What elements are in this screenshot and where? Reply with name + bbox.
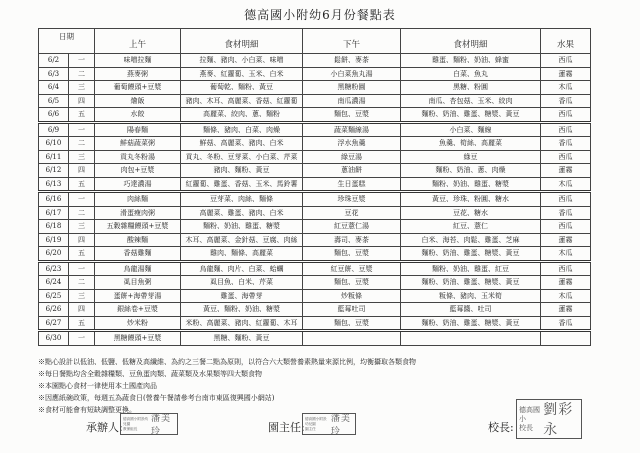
weekday-cell: 五 <box>69 177 95 192</box>
afternoon-snack-cell: 南瓜濃湯 <box>303 94 401 108</box>
date-cell: 6/6 <box>39 108 69 123</box>
morning-snack-cell: 燴飯 <box>95 94 181 108</box>
afternoon-snack-cell: 生日蛋糕 <box>303 177 401 192</box>
weekday-cell: 一 <box>69 261 95 276</box>
afternoon-ingredients-cell: 黃豆、珍珠、粉圓、糖水 <box>401 192 541 207</box>
morning-ingredients-cell: 木耳、高麗菜、金針菇、豆腐、肉絲 <box>181 233 303 247</box>
menu-row <box>39 261 591 276</box>
morning-snack-cell: 虱目魚粥 <box>95 276 181 290</box>
footnote-line: ※點心設計以低油、低鹽、低糖及高纖維、為約之三餐二點為原則，以符合六大類營養素熱量來源比例，均衡攝取各類食物 <box>38 358 416 366</box>
date-cell: 6/11 <box>39 150 69 164</box>
date-cell: 6/20 <box>39 247 69 262</box>
director-stamp <box>302 413 356 435</box>
afternoon-ingredients-cell: 白米、海苔、肉鬆、雞蛋、芝麻 <box>401 233 541 247</box>
morning-snack-cell: 鮮菇蔬菜粥 <box>95 137 181 151</box>
stamp-name: 潘美玲 <box>330 414 351 437</box>
date-cell: 6/19 <box>39 233 69 247</box>
weekday-cell: 五 <box>69 108 95 123</box>
fruit-cell: 西瓜 <box>541 108 591 123</box>
stamp-name: 劉彩永 <box>543 402 574 438</box>
morning-snack-cell: 滑蛋瘦肉粥 <box>95 206 181 220</box>
morning-ingredients-cell: 豆芽菜、肉絲、麵條 <box>181 192 303 207</box>
afternoon-snack-cell: 浮水魚羹 <box>303 137 401 151</box>
morning-snack-cell: 銀絲卷+豆漿 <box>95 303 181 317</box>
morning-snack-cell: 黑糖饅頭+豆漿 <box>95 331 181 346</box>
afternoon-snack-cell: 麵包、豆漿 <box>303 247 401 262</box>
morning-ingredients-cell: 豬肉、麵粉、黃豆 <box>181 164 303 178</box>
morning-snack-cell: 水餃 <box>95 108 181 123</box>
morning-snack-cell: 葡萄饅頭+豆漿 <box>95 81 181 95</box>
afternoon-ingredients-cell: 麵粉、奶油、雞蛋、紅豆 <box>401 261 541 276</box>
principal-label: 校長: <box>488 421 514 434</box>
weekday-cell: 一 <box>69 331 95 346</box>
footnote-line: ※因應紙碗政策，每週五為蔬食日(營養午餐請參考台南市東區復興國小網站) <box>38 394 275 402</box>
menu-row <box>39 316 591 331</box>
afternoon-ingredients-cell: 麵粉、奶油、雞蛋、糖漿、黃豆 <box>401 316 541 331</box>
weekday-cell: 四 <box>69 164 95 178</box>
date-cell: 6/2 <box>39 54 69 68</box>
afternoon-snack-cell: 藍莓吐司 <box>303 303 401 317</box>
afternoon-ingredients-cell: 麵粉、奶油、雞蛋、糖漿、黃豆 <box>401 276 541 290</box>
stamp-role: 教保組長 <box>123 426 138 431</box>
menu-row <box>39 331 591 346</box>
header-morning-ingredients: 食材明細 <box>181 29 303 54</box>
header-date: 日期 <box>39 29 95 54</box>
menu-row <box>39 206 591 220</box>
fruit-cell: 香瓜 <box>541 206 591 220</box>
weekday-cell: 三 <box>69 81 95 95</box>
afternoon-ingredients-cell: 豆花、糖水 <box>401 206 541 220</box>
date-cell: 6/16 <box>39 192 69 207</box>
morning-snack-cell: 酸辣麵 <box>95 233 181 247</box>
afternoon-ingredients-cell: 麵粉、奶油、蔥、肉燥 <box>401 164 541 178</box>
morning-snack-cell: 貢丸冬粉湯 <box>95 150 181 164</box>
weekday-cell: 二 <box>69 276 95 290</box>
morning-ingredients-cell: 黃豆、麵粉、奶油、糖漿 <box>181 303 303 317</box>
menu-row <box>39 247 591 262</box>
menu-row <box>39 289 591 303</box>
date-cell: 6/10 <box>39 137 69 151</box>
morning-snack-cell: 肉絲麵 <box>95 192 181 207</box>
afternoon-ingredients-cell: 雞蛋、麵粉、奶油、蜂蜜 <box>401 54 541 68</box>
morning-ingredients-cell: 米粉、高麗菜、豬肉、紅蘿蔔、木耳 <box>181 316 303 331</box>
date-cell: 6/27 <box>39 316 69 331</box>
fruit-cell: 西瓜 <box>541 261 591 276</box>
afternoon-snack-cell: 蔬菜麵線湯 <box>303 122 401 137</box>
stamp-name: 潘美玲 <box>150 414 171 437</box>
weekday-cell: 四 <box>69 233 95 247</box>
fruit-cell: 木瓜 <box>541 177 591 192</box>
morning-snack-cell: 巧達濃湯 <box>95 177 181 192</box>
menu-row <box>39 192 591 207</box>
fruit-cell: 木瓜 <box>541 247 591 262</box>
handler-label: 承辦人: <box>86 421 123 434</box>
date-cell: 6/4 <box>39 81 69 95</box>
menu-row <box>39 81 591 95</box>
weekday-cell: 二 <box>69 137 95 151</box>
menu-row <box>39 137 591 151</box>
fruit-cell: 木瓜 <box>541 81 591 95</box>
stamp-org: 德高國小附設幼兒園 <box>305 416 327 426</box>
afternoon-ingredients-cell: 小白菜、麵線 <box>401 122 541 137</box>
afternoon-snack-cell: 麵包、豆漿 <box>303 316 401 331</box>
date-cell: 6/3 <box>39 67 69 81</box>
date-cell: 6/24 <box>39 276 69 290</box>
weekday-cell: 三 <box>69 289 95 303</box>
menu-row <box>39 276 591 290</box>
afternoon-ingredients-cell: 紅豆、薏仁 <box>401 220 541 234</box>
morning-snack-cell: 燕麥粥 <box>95 67 181 81</box>
weekday-cell: 一 <box>69 122 95 137</box>
date-cell: 6/5 <box>39 94 69 108</box>
afternoon-snack-cell: 蔥油餅 <box>303 164 401 178</box>
header-fruit: 水果 <box>541 29 591 54</box>
menu-table <box>38 28 591 346</box>
afternoon-ingredients-cell: 南瓜、杏包菇、玉米、絞肉 <box>401 94 541 108</box>
menu-table-header <box>39 29 591 54</box>
menu-row <box>39 233 591 247</box>
menu-table-body <box>39 54 591 346</box>
principal-stamp <box>516 399 582 439</box>
afternoon-snack-cell: 珍珠豆漿 <box>303 192 401 207</box>
stamp-org: 德高國小 <box>519 405 540 423</box>
menu-row <box>39 303 591 317</box>
morning-ingredients-cell: 燕麥、紅蘿蔔、玉米、白米 <box>181 67 303 81</box>
date-cell: 6/23 <box>39 261 69 276</box>
weekday-cell: 五 <box>69 316 95 331</box>
morning-ingredients-cell: 烏龍麵、肉片、白菜、蛤蠣 <box>181 261 303 276</box>
morning-ingredients-cell: 麵粉、奶油、雞蛋、糖漿 <box>181 220 303 234</box>
morning-ingredients-cell: 黑糖、麵粉、黃豆 <box>181 331 303 346</box>
weekday-cell: 二 <box>69 67 95 81</box>
morning-snack-cell: 五穀雜糧饅頭+豆漿 <box>95 220 181 234</box>
afternoon-snack-cell: 麵包、豆漿 <box>303 276 401 290</box>
afternoon-snack-cell: 黑糖粉圓 <box>303 81 401 95</box>
menu-row <box>39 177 591 192</box>
footnote-line: ※食材可能會有短缺調整更換。 <box>38 406 136 414</box>
fruit-cell: 香瓜 <box>541 316 591 331</box>
date-cell: 6/9 <box>39 122 69 137</box>
afternoon-snack-cell: 壽司、麥茶 <box>303 233 401 247</box>
date-cell: 6/30 <box>39 331 69 346</box>
morning-ingredients-cell: 高麗菜、雞蛋、豬肉、白米 <box>181 206 303 220</box>
afternoon-snack-cell: 鬆餅、麥茶 <box>303 54 401 68</box>
director-label: 園主任: <box>268 421 305 434</box>
fruit-cell: 西瓜 <box>541 150 591 164</box>
weekday-cell: 五 <box>69 247 95 262</box>
afternoon-snack-cell: 紅豆餅、豆漿 <box>303 261 401 276</box>
morning-ingredients-cell: 虱目魚、白米、芹菜 <box>181 276 303 290</box>
menu-row <box>39 150 591 164</box>
weekday-cell: 四 <box>69 303 95 317</box>
afternoon-ingredients-cell: 麵粉、奶油、雞蛋、糖漿、黃豆 <box>401 247 541 262</box>
menu-row <box>39 94 591 108</box>
weekday-cell: 一 <box>69 54 95 68</box>
handler-stamp <box>120 413 178 435</box>
morning-snack-cell: 肉包+豆漿 <box>95 164 181 178</box>
fruit-cell <box>541 331 591 346</box>
afternoon-ingredients-cell: 麵粉、奶油、雞蛋、糖漿、黃豆 <box>401 108 541 123</box>
stamp-role: 校長 <box>519 423 533 432</box>
morning-snack-cell: 香菇雞麵 <box>95 247 181 262</box>
morning-snack-cell: 陽春麵 <box>95 122 181 137</box>
afternoon-ingredients-cell <box>401 331 541 346</box>
afternoon-ingredients-cell: 魚羹、筍絲、高麗菜 <box>401 137 541 151</box>
fruit-cell: 西瓜 <box>541 54 591 68</box>
morning-snack-cell: 蛋餅+海帶芽湯 <box>95 289 181 303</box>
fruit-cell: 蓮霧 <box>541 233 591 247</box>
afternoon-ingredients-cell: 粄條、豬肉、玉米筍 <box>401 289 541 303</box>
weekday-cell: 三 <box>69 220 95 234</box>
morning-ingredients-cell: 葡萄乾、麵粉、黃豆 <box>181 81 303 95</box>
afternoon-snack-cell: 麵包、豆漿 <box>303 108 401 123</box>
document-title: 德高國小附幼6月份餐點表 <box>244 8 396 22</box>
morning-snack-cell: 味噌拉麵 <box>95 54 181 68</box>
menu-row <box>39 220 591 234</box>
fruit-cell: 香瓜 <box>541 94 591 108</box>
fruit-cell: 西瓜 <box>541 192 591 207</box>
header-afternoon-snack: 下午 <box>303 29 401 54</box>
fruit-cell: 西瓜 <box>541 220 591 234</box>
stamp-org: 德高國小附設幼兒園 <box>123 416 149 426</box>
morning-ingredients-cell: 鮮菇、高麗菜、豬肉、白米 <box>181 137 303 151</box>
menu-row <box>39 67 591 81</box>
menu-row <box>39 164 591 178</box>
afternoon-ingredients-cell: 白菜、魚丸 <box>401 67 541 81</box>
morning-snack-cell: 炒米粉 <box>95 316 181 331</box>
menu-row <box>39 108 591 123</box>
header-morning-snack: 上午 <box>95 29 181 54</box>
morning-ingredients-cell: 拉麵、豬肉、小白菜、味噌 <box>181 54 303 68</box>
morning-ingredients-cell: 雞蛋、海帶芽 <box>181 289 303 303</box>
date-cell: 6/12 <box>39 164 69 178</box>
footnote-line: ※每日餐點均含全穀雜糧類、豆魚蛋肉類、蔬菜類及水果類等四大類食物 <box>38 370 262 378</box>
date-cell: 6/13 <box>39 177 69 192</box>
morning-snack-cell: 烏龍湯麵 <box>95 261 181 276</box>
afternoon-ingredients-cell: 藍莓醬、吐司 <box>401 303 541 317</box>
date-cell: 6/17 <box>39 206 69 220</box>
weekday-cell: 三 <box>69 150 95 164</box>
fruit-cell: 蓮霧 <box>541 164 591 178</box>
menu-row <box>39 122 591 137</box>
weekday-cell: 四 <box>69 94 95 108</box>
footnote-line: ※本園點心食材一律使用本土國產肉品 <box>38 382 157 390</box>
date-cell: 6/26 <box>39 303 69 317</box>
header-row <box>39 29 591 54</box>
morning-ingredients-cell: 麵條、豬肉、白菜、肉燥 <box>181 122 303 137</box>
footnotes <box>38 356 508 416</box>
afternoon-snack-cell <box>303 331 401 346</box>
morning-ingredients-cell: 雞肉、麵條、高麗菜 <box>181 247 303 262</box>
header-afternoon-ingredients: 食材明細 <box>401 29 541 54</box>
fruit-cell: 蓮霧 <box>541 67 591 81</box>
afternoon-snack-cell: 紅豆薏仁湯 <box>303 220 401 234</box>
morning-ingredients-cell: 貢丸、冬粉、豆芽菜、小白菜、芹菜 <box>181 150 303 164</box>
fruit-cell: 蓮霧 <box>541 276 591 290</box>
morning-ingredients-cell: 紅蘿蔔、雞蛋、香菇、玉米、馬鈴薯 <box>181 177 303 192</box>
afternoon-snack-cell: 綠豆湯 <box>303 150 401 164</box>
date-cell: 6/18 <box>39 220 69 234</box>
afternoon-ingredients-cell: 綠豆 <box>401 150 541 164</box>
fruit-cell: 蓮霧 <box>541 303 591 317</box>
fruit-cell: 西瓜 <box>541 122 591 137</box>
stamp-role: 園主任 <box>305 426 316 431</box>
afternoon-ingredients-cell: 麵粉、奶油、雞蛋、糖漿 <box>401 177 541 192</box>
afternoon-ingredients-cell: 黑糖、粉圓 <box>401 81 541 95</box>
afternoon-snack-cell: 小白菜魚丸湯 <box>303 67 401 81</box>
morning-ingredients-cell: 豬肉、木耳、高麗菜、香菇、紅蘿蔔 <box>181 94 303 108</box>
menu-row <box>39 54 591 68</box>
afternoon-snack-cell: 炒粄條 <box>303 289 401 303</box>
weekday-cell: 一 <box>69 192 95 207</box>
date-cell: 6/25 <box>39 289 69 303</box>
morning-ingredients-cell: 高麗菜、絞肉、蔥、麵粉 <box>181 108 303 123</box>
afternoon-snack-cell: 豆花 <box>303 206 401 220</box>
weekday-cell: 二 <box>69 206 95 220</box>
fruit-cell: 木瓜 <box>541 289 591 303</box>
fruit-cell: 香瓜 <box>541 137 591 151</box>
